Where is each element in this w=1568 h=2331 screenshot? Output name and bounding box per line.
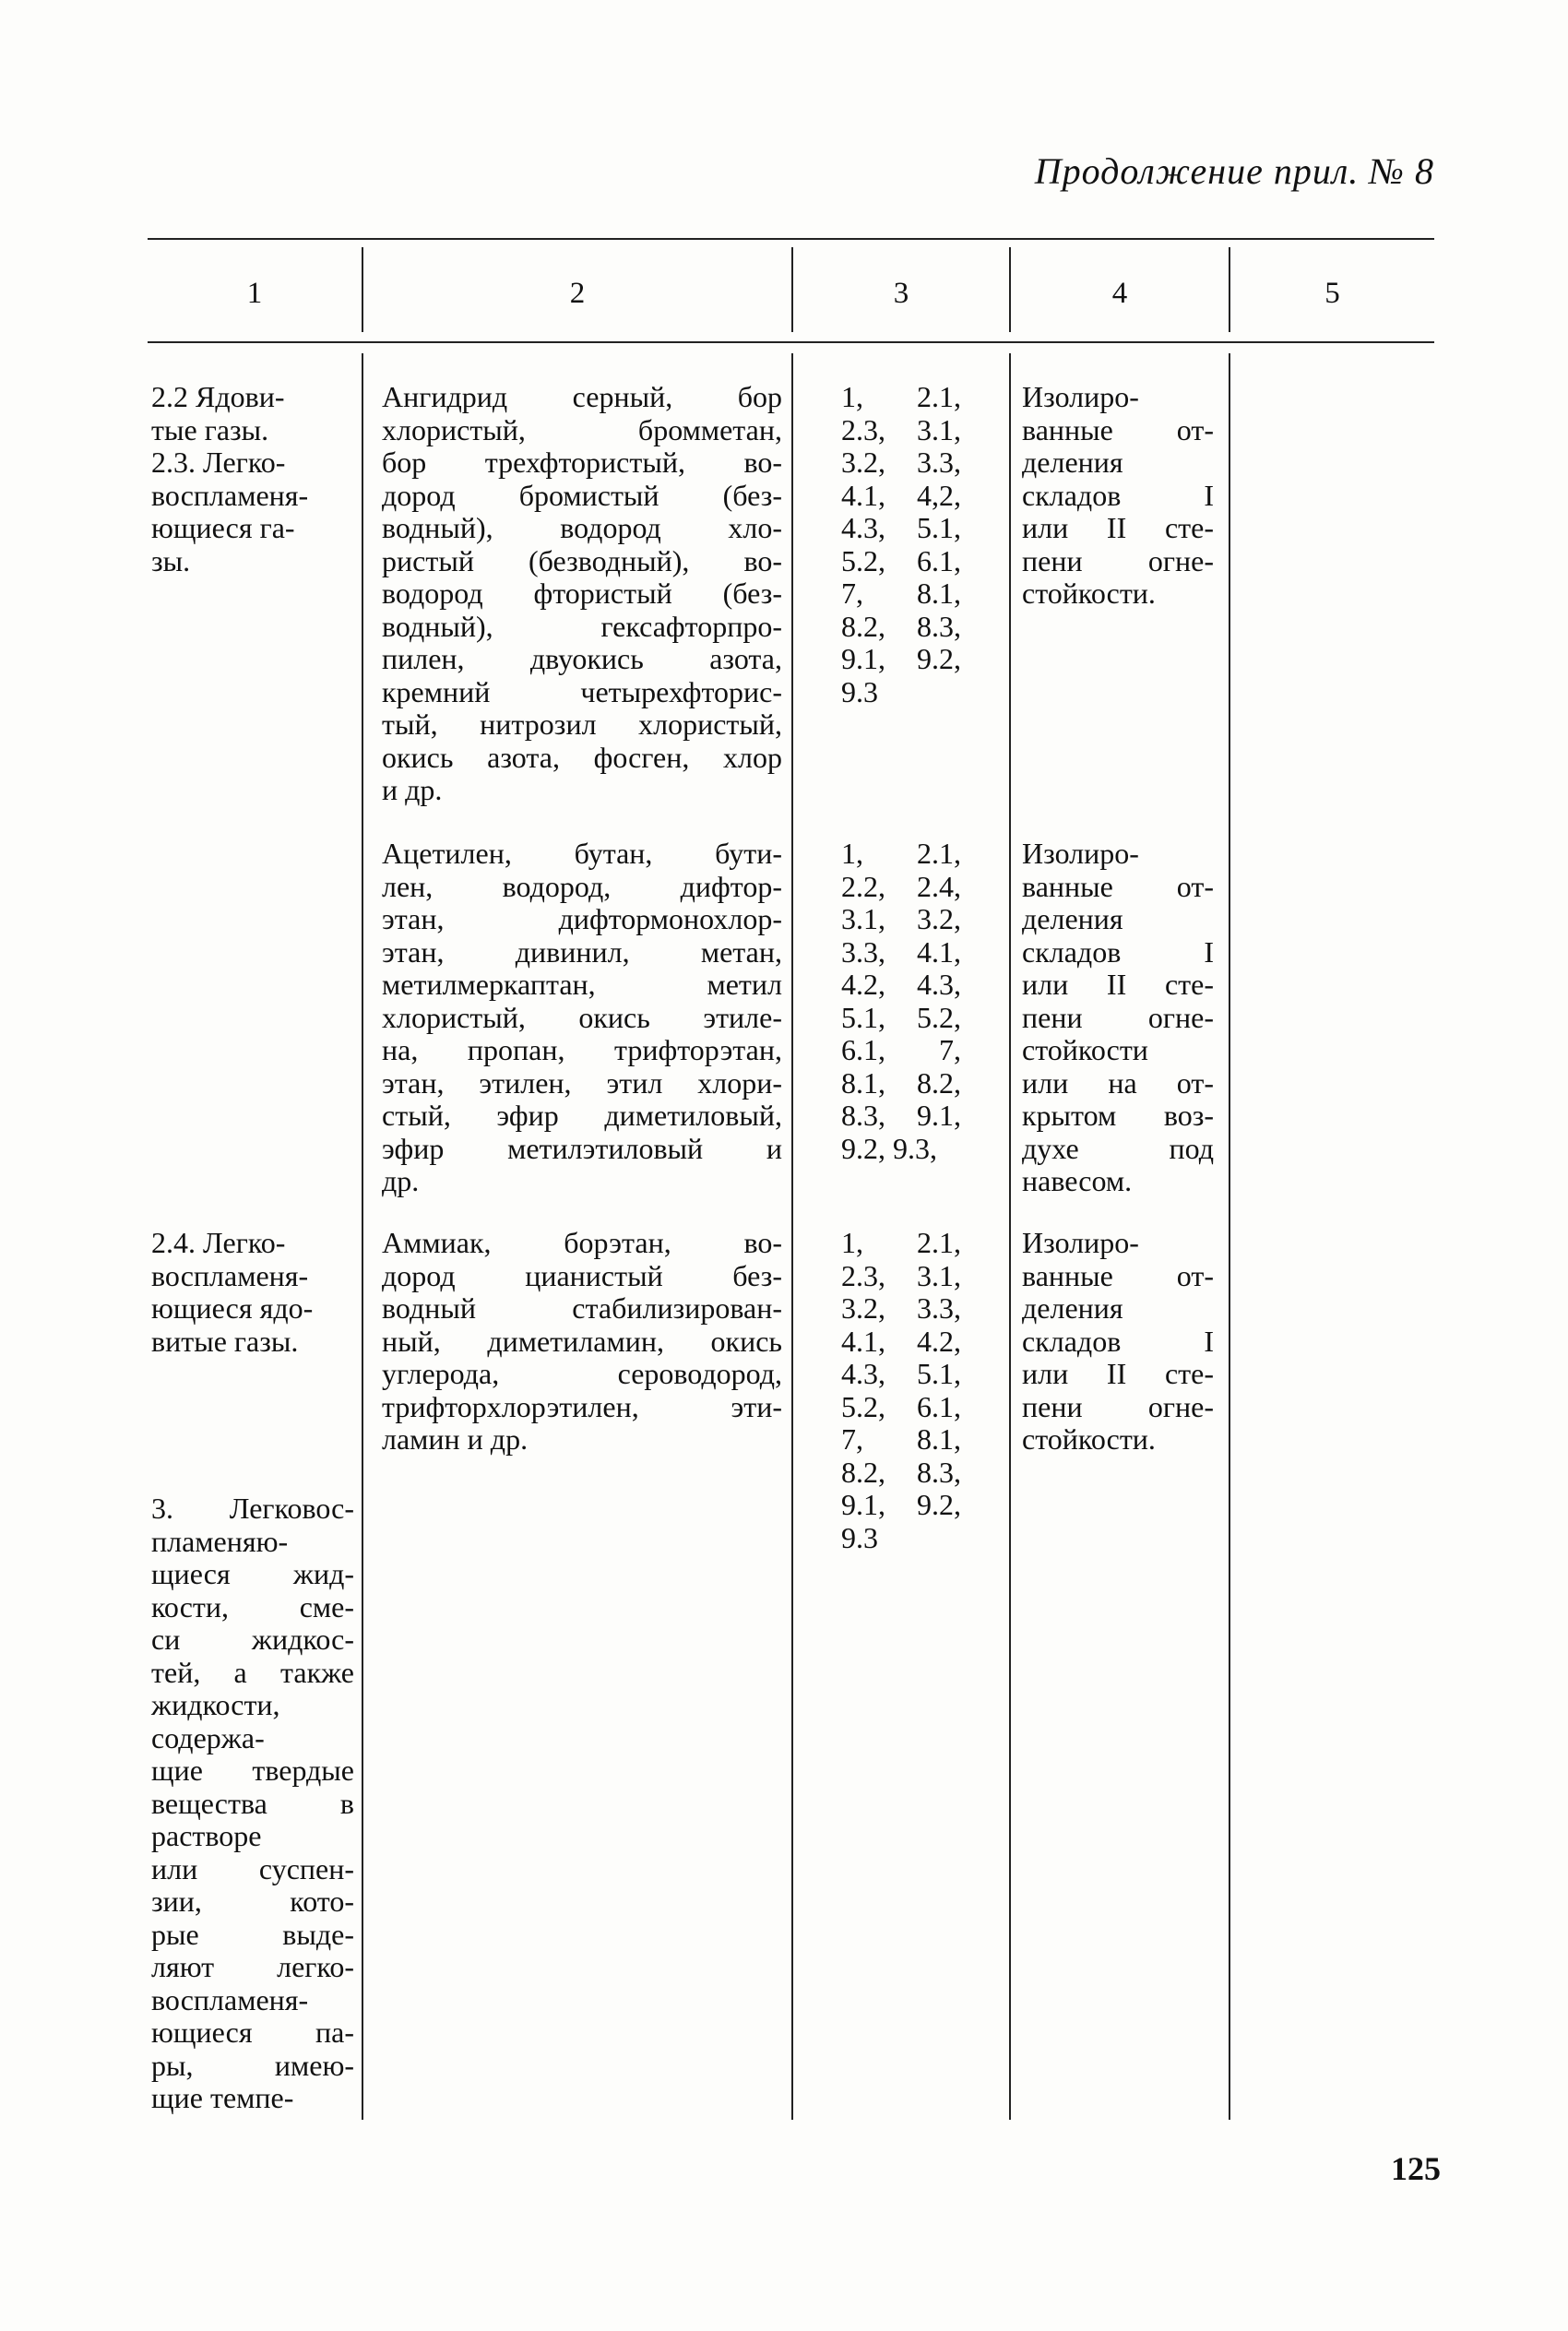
text-line: водород фтористый (без- bbox=[382, 577, 782, 610]
column-divider-3-body bbox=[1009, 353, 1011, 2120]
text-line: содержа- bbox=[151, 1720, 265, 1754]
text-line: жидкости, bbox=[151, 1688, 280, 1721]
text-line: 2.3, 3.1, bbox=[841, 1258, 961, 1292]
text-line: тые газы. bbox=[151, 412, 269, 446]
column-number-2: 2 bbox=[569, 277, 586, 310]
text-line: складов I bbox=[1022, 478, 1214, 512]
text-line: или суспен- bbox=[151, 1851, 354, 1885]
row3-codes bbox=[841, 1227, 961, 1554]
text-line: Изолиро- bbox=[1022, 380, 1139, 413]
text-line: пени огне- bbox=[1022, 543, 1214, 577]
text-line: 9.3 bbox=[841, 1520, 878, 1554]
text-line: этан, этилен, этил хлори- bbox=[382, 1065, 782, 1100]
text-line: 4.1, 4.2, bbox=[841, 1324, 961, 1358]
column-number-1: 1 bbox=[246, 277, 263, 310]
text-line: 3. Легковос- bbox=[151, 1492, 354, 1525]
text-line: ный, диметиламин, окись bbox=[382, 1324, 782, 1358]
text-line: щие твердые bbox=[151, 1754, 354, 1787]
text-line: 9.2, 9.3, bbox=[841, 1131, 937, 1165]
text-line: зии, кото- bbox=[151, 1885, 354, 1918]
text-line: воспламеня- bbox=[151, 1982, 309, 2016]
text-line: 4.3, 5.1, bbox=[841, 511, 961, 544]
text-line: 9.1, 9.2, bbox=[841, 1488, 961, 1521]
text-line: 1, 2.1, bbox=[841, 1226, 961, 1259]
text-line: крытом воз- bbox=[1022, 1099, 1214, 1132]
text-line: 2.3. Легко- bbox=[151, 446, 286, 479]
text-line: зы. bbox=[151, 543, 191, 577]
text-line: стый, эфир диметиловый, bbox=[382, 1099, 782, 1132]
column-number-3: 3 bbox=[893, 277, 909, 310]
text-line: 3.2, 3.3, bbox=[841, 446, 961, 479]
text-line: растворе bbox=[151, 1819, 262, 1852]
page-number: 125 bbox=[1391, 2150, 1441, 2187]
text-line: дород бромистый (без- bbox=[382, 478, 782, 512]
text-line: ющиеся га- bbox=[151, 511, 295, 544]
row3-category bbox=[151, 1227, 354, 1358]
row3-substances bbox=[382, 1227, 782, 1457]
text-line: тей, а также bbox=[151, 1655, 354, 1689]
text-line: витые газы. bbox=[151, 1324, 299, 1358]
text-line: навесом. bbox=[1022, 1164, 1133, 1197]
text-line: стойкости bbox=[1022, 1033, 1148, 1066]
text-line: водный), водород хло- bbox=[382, 511, 782, 544]
page-header: Продолжение прил. № 8 bbox=[1034, 150, 1434, 192]
text-line: водный), гексафторпро- bbox=[382, 609, 782, 643]
text-line: деления bbox=[1022, 902, 1123, 935]
text-line: метилмеркаптан, метил bbox=[382, 968, 782, 1001]
text-line: 8.1, 8.2, bbox=[841, 1065, 961, 1100]
text-line: 1, 2.1, bbox=[841, 380, 961, 413]
text-line: воспламеня- bbox=[151, 478, 309, 512]
text-line: лен, водород, дифтор- bbox=[382, 869, 782, 903]
text-line: воспламеня- bbox=[151, 1258, 309, 1292]
text-line: 4.1, 4,2, bbox=[841, 478, 961, 512]
text-line: 1, 2.1, bbox=[841, 837, 961, 870]
row1-category bbox=[151, 381, 354, 577]
text-line: и др. bbox=[382, 773, 443, 806]
text-line: др. bbox=[382, 1164, 420, 1197]
text-line: ляют легко- bbox=[151, 1950, 354, 1983]
text-line: щиеся жид- bbox=[151, 1557, 354, 1590]
text-line: 6.1, 7, bbox=[841, 1033, 961, 1066]
text-line: тый, нитрозил хлористый, bbox=[382, 708, 782, 741]
row3-storage bbox=[1022, 1227, 1214, 1457]
text-line: или II сте- bbox=[1022, 511, 1214, 544]
text-line: ванные от- bbox=[1022, 1258, 1214, 1292]
text-line: рые выде- bbox=[151, 1917, 354, 1951]
text-line: этан, дивинил, метан, bbox=[382, 934, 782, 969]
text-line: 7, 8.1, bbox=[841, 1422, 961, 1456]
text-line: хлористый, бромметан, bbox=[382, 412, 782, 446]
text-line: или II сте- bbox=[1022, 968, 1214, 1001]
column-divider-2-body bbox=[791, 353, 793, 2120]
row2-codes bbox=[841, 838, 961, 1165]
text-line: складов I bbox=[1022, 934, 1214, 969]
column-divider-1-body bbox=[362, 353, 363, 2120]
text-line: пилен, двуокись азота, bbox=[382, 642, 782, 675]
text-line: 8.2, 8.3, bbox=[841, 609, 961, 643]
text-line: 8.3, 9.1, bbox=[841, 1099, 961, 1132]
text-line: пени огне- bbox=[1022, 1389, 1214, 1423]
text-line: хлористый, окись этиле- bbox=[382, 1000, 782, 1034]
text-line: 9.1, 9.2, bbox=[841, 642, 961, 675]
text-line: Изолиро- bbox=[1022, 1226, 1139, 1259]
text-line: деления bbox=[1022, 1291, 1123, 1325]
text-line: ванные от- bbox=[1022, 869, 1214, 903]
text-line: 5.2, 6.1, bbox=[841, 1389, 961, 1423]
text-line: щие темпе- bbox=[151, 2081, 294, 2114]
text-line: 3.3, 4.1, bbox=[841, 934, 961, 969]
text-line: 2.2, 2.4, bbox=[841, 869, 961, 903]
text-line: 5.1, 5.2, bbox=[841, 1000, 961, 1034]
row2-substances bbox=[382, 838, 782, 1198]
text-line: углерода, сероводород, bbox=[382, 1357, 782, 1390]
text-line: стойкости. bbox=[1022, 577, 1156, 610]
text-line: духе под bbox=[1022, 1131, 1214, 1165]
text-line: пени огне- bbox=[1022, 1000, 1214, 1034]
text-line: Ацетилен, бутан, бути- bbox=[382, 837, 782, 870]
text-line: бор трехфтористый, во- bbox=[382, 446, 782, 479]
text-line: си жидкос- bbox=[151, 1623, 354, 1656]
text-line: или II сте- bbox=[1022, 1357, 1214, 1390]
text-line: 3.1, 3.2, bbox=[841, 902, 961, 935]
text-line: кремний четырехфторис- bbox=[382, 674, 782, 708]
text-line: 9.3 bbox=[841, 674, 878, 708]
text-line: трифторхлорэтилен, эти- bbox=[382, 1389, 782, 1423]
text-line: 2.3, 3.1, bbox=[841, 412, 961, 446]
text-line: 8.2, 8.3, bbox=[841, 1455, 961, 1489]
text-line: складов I bbox=[1022, 1324, 1214, 1358]
text-line: деления bbox=[1022, 446, 1123, 479]
column-number-4: 4 bbox=[1111, 277, 1128, 310]
text-line: 3.2, 3.3, bbox=[841, 1291, 961, 1325]
text-line: Аммиак, борэтан, во- bbox=[382, 1226, 782, 1259]
text-line: 2.4. Легко- bbox=[151, 1226, 286, 1259]
text-line: кости, сме- bbox=[151, 1589, 354, 1623]
text-line: окись азота, фосген, хлор bbox=[382, 740, 782, 774]
row1-codes bbox=[841, 381, 961, 708]
text-line: ющиеся па- bbox=[151, 2016, 354, 2049]
text-line: 4.2, 4.3, bbox=[841, 968, 961, 1001]
text-line: стойкости. bbox=[1022, 1422, 1156, 1456]
text-line: 5.2, 6.1, bbox=[841, 543, 961, 577]
text-line: этан, дифтормонохлор- bbox=[382, 902, 782, 935]
text-line: 4.3, 5.1, bbox=[841, 1357, 961, 1390]
text-line: водный стабилизирован- bbox=[382, 1291, 782, 1325]
row4-category bbox=[151, 1493, 354, 2115]
header-bottom-rule bbox=[148, 341, 1434, 343]
column-divider-4-body bbox=[1229, 353, 1230, 2120]
text-line: или на от- bbox=[1022, 1065, 1214, 1100]
text-line: пламеняю- bbox=[151, 1524, 289, 1558]
text-line: дород цианистый без- bbox=[382, 1258, 782, 1292]
text-line: 7, 8.1, bbox=[841, 577, 961, 610]
text-line: на, пропан, трифторэтан, bbox=[382, 1033, 782, 1066]
text-line: Изолиро- bbox=[1022, 837, 1139, 870]
row1-storage bbox=[1022, 381, 1214, 611]
row2-storage bbox=[1022, 838, 1214, 1198]
text-line: ламин и др. bbox=[382, 1422, 529, 1456]
column-number-5: 5 bbox=[1324, 277, 1340, 310]
text-line: Ангидрид серный, бор bbox=[382, 380, 782, 413]
text-line: 2.2 Ядови- bbox=[151, 380, 285, 413]
text-line: вещества в bbox=[151, 1786, 354, 1820]
text-line: ры, имею- bbox=[151, 2048, 354, 2082]
text-line: ристый (безводный), во- bbox=[382, 543, 782, 577]
table-top-rule bbox=[148, 238, 1434, 240]
text-line: эфир метилэтиловый и bbox=[382, 1131, 782, 1165]
text-line: ющиеся ядо- bbox=[151, 1291, 314, 1325]
row1-substances bbox=[382, 381, 782, 807]
text-line: ванные от- bbox=[1022, 412, 1214, 446]
